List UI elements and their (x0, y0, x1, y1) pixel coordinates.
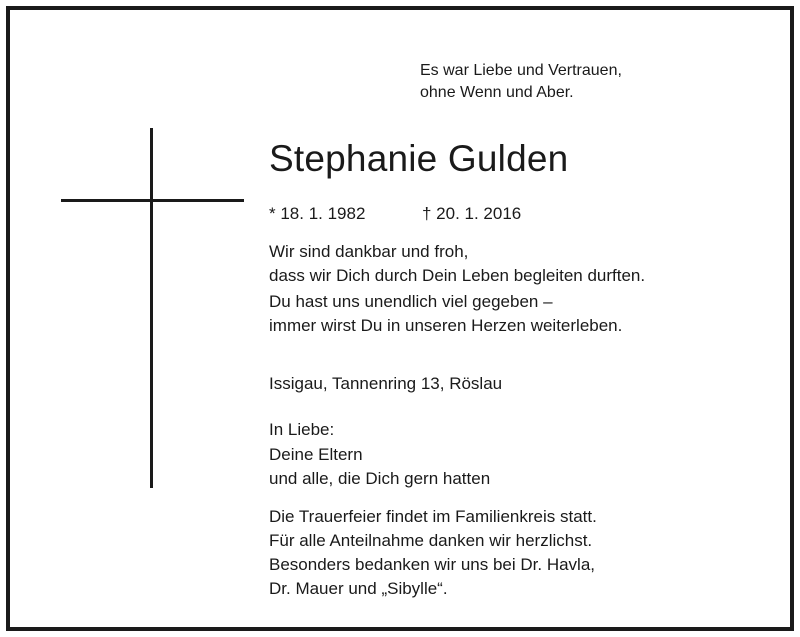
mourners-heading (269, 418, 334, 442)
address-line: Issigau, Tannenring 13, Röslau (269, 374, 503, 393)
verse-stanza (269, 290, 622, 338)
mourners-heading-text: In Liebe: (269, 420, 335, 439)
mourners-list (269, 443, 490, 491)
motto (420, 60, 622, 104)
verse-line: Du hast uns unendlich viel gegeben – (269, 292, 553, 311)
cross-icon-horizontal-bar (61, 199, 244, 202)
notice-line: Dr. Mauer und „Sibylle“. (269, 579, 448, 598)
verse-line: immer wirst Du in unseren Herzen weiterleben. (269, 316, 623, 335)
life-dates (269, 202, 522, 226)
verse-line: Wir sind dankbar und froh, (269, 242, 469, 261)
funeral-notice (269, 505, 597, 601)
mourner-line: und alle, die Dich gern hatten (269, 469, 491, 488)
verse-stanza (269, 240, 645, 288)
verse-line: dass wir Dich durch Dein Leben begleiten durften. (269, 266, 646, 285)
cross-icon-vertical-bar (150, 128, 153, 488)
deceased-name: Stephanie Gulden (269, 138, 569, 179)
family-address (269, 372, 502, 396)
motto-line: Es war Liebe und Vertrauen, (420, 62, 622, 79)
birth-date: * 18. 1. 1982 (269, 204, 366, 223)
notice-line: Besonders bedanken wir uns bei Dr. Havla, (269, 555, 596, 574)
death-date: † 20. 1. 2016 (422, 204, 522, 223)
notice-line: Für alle Anteilnahme danken wir herzlichst. (269, 531, 593, 550)
motto-line: ohne Wenn und Aber. (420, 84, 574, 101)
notice-line: Die Trauerfeier findet im Familienkreis statt. (269, 507, 597, 526)
mourner-line: Deine Eltern (269, 445, 363, 464)
